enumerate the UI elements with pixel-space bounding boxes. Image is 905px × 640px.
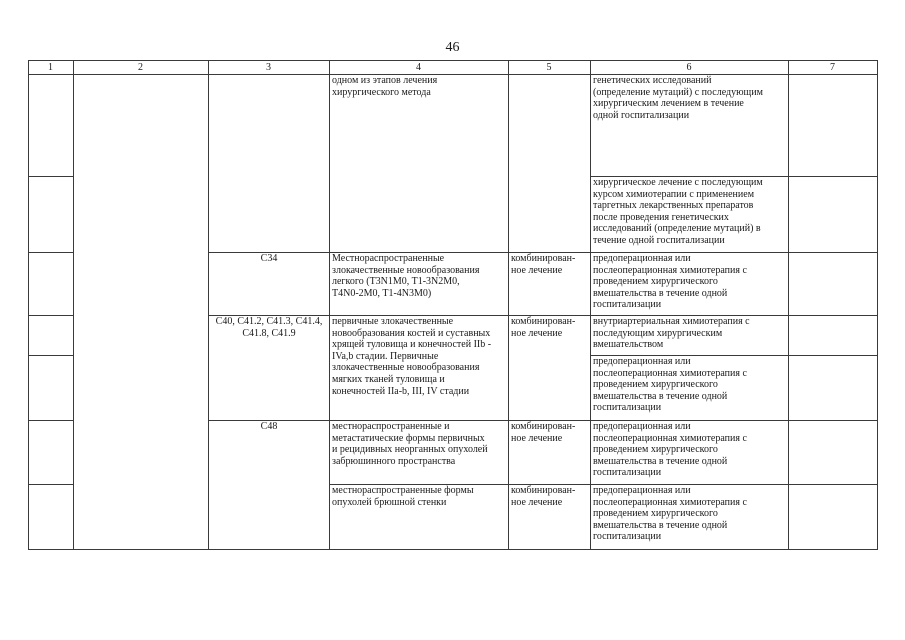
cell-line: госпитализации (593, 467, 662, 479)
cell-line: забрюшинного пространства (332, 455, 456, 467)
cell-line: госпитализации (593, 402, 662, 414)
cell-line: конечностей IIa-b, III, IV стадии (332, 385, 470, 397)
treatment-method-cell (593, 177, 786, 247)
table-column-border (208, 60, 209, 550)
cell-line: вмешательства в течение одной (593, 455, 728, 467)
table-column-border (590, 60, 591, 550)
table-column-border (508, 60, 509, 550)
table-column-border (788, 60, 789, 550)
cell-line: вмешательства в течение одной (593, 287, 728, 299)
cell-line: мягких тканей туловища и (332, 373, 445, 385)
column-header-5: 5 (546, 62, 552, 73)
cell-line: ное лечение (511, 327, 563, 339)
treatment-method-cell (593, 253, 786, 311)
table-column-border (28, 60, 29, 550)
table-row-border (28, 420, 74, 421)
treatment-method-cell (593, 75, 786, 121)
cell-line: C41.8, C41.9 (242, 327, 296, 339)
diagnosis-cell (332, 75, 506, 98)
treatment-method-cell (593, 316, 786, 351)
diagnosis-cell (332, 253, 506, 299)
diagnosis-cell (332, 316, 506, 397)
treatment-type-cell (511, 316, 588, 339)
cell-line: злокачественные новообразования (332, 264, 480, 276)
cell-line: предоперационная или (593, 485, 691, 496)
column-header-3: 3 (266, 62, 271, 73)
cell-line: проведением хирургического (593, 444, 718, 456)
column-header-6: 6 (686, 62, 692, 73)
cell-line: новообразования костей и суставных (332, 327, 491, 339)
table-row-border (28, 355, 74, 356)
diagnosis-cell (332, 421, 506, 467)
cell-line: и рецидивных неорганных опухолей (332, 444, 488, 456)
cell-line: внутриартериальная химиотерапия с (593, 316, 750, 327)
diagnosis-cell (332, 485, 506, 508)
table-row-border (28, 252, 74, 253)
table-row-border (28, 315, 74, 316)
cell-line: проведением хирургического (593, 508, 718, 520)
cell-line: госпитализации (593, 299, 662, 311)
cell-line: C48 (260, 421, 278, 432)
icd-code-cell (211, 253, 327, 265)
treatment-method-cell (593, 485, 786, 543)
cell-line: первичные злокачественные (332, 316, 454, 327)
cell-line: послеоперационная химиотерапия с (593, 432, 747, 444)
cell-line: (определение мутаций) с последующим (593, 86, 763, 98)
treatment-method-cell (593, 421, 786, 479)
icd-code-cell (211, 421, 327, 433)
cell-line: хирургическим лечением в течение (593, 98, 744, 110)
cell-line: вмешательства в течение одной (593, 519, 728, 531)
cell-line: Местнораспространенные (332, 253, 445, 264)
cell-line: ное лечение (511, 432, 563, 444)
cell-line: комбинирован- (511, 253, 576, 264)
cell-line: предоперационная или (593, 421, 691, 432)
cell-line: послеоперационная химиотерапия с (593, 264, 747, 276)
cell-line: курсом химиотерапии с применением (593, 188, 755, 200)
cell-line: течение одной госпитализации (593, 234, 725, 246)
cell-line: C34 (260, 253, 278, 264)
cell-line: одном из этапов лечения (332, 75, 438, 86)
table-column-border (73, 60, 74, 550)
cell-line: одной госпитализации (593, 109, 690, 121)
cell-line: вмешательства в течение одной (593, 390, 728, 402)
cell-line: исследований (определение мутаций) в (593, 223, 761, 235)
cell-line: ное лечение (511, 496, 563, 508)
table-row-border (28, 176, 74, 177)
cell-line: комбинирован- (511, 316, 576, 327)
cell-line: хирургического метода (332, 86, 431, 98)
table-column-border (329, 60, 330, 550)
column-header-1: 1 (48, 62, 53, 73)
cell-line: предоперационная или (593, 356, 691, 367)
cell-line: проведением хирургического (593, 379, 718, 391)
column-header-2: 2 (138, 62, 143, 73)
cell-line: хирургическое лечение с последующим (593, 177, 763, 188)
cell-line: комбинирован- (511, 485, 576, 496)
cell-line: предоперационная или (593, 253, 691, 264)
table-row-border (28, 484, 74, 485)
cell-line: T4N0-2M0, T1-4N3M0) (332, 287, 432, 299)
table-border-bottom (28, 549, 878, 550)
cell-line: послеоперационная химиотерапия с (593, 496, 747, 508)
cell-line: ное лечение (511, 264, 563, 276)
cell-line: злокачественные новообразования (332, 362, 480, 374)
cell-line: IVa,b стадии. Первичные (332, 350, 439, 362)
page-number: 46 (445, 40, 460, 55)
cell-line: таргетных лекарственных препаратов (593, 200, 754, 212)
cell-line: генетических исследований (593, 75, 712, 86)
cell-line: опухолей брюшной стенки (332, 496, 447, 508)
cell-line: после проведения генетических (593, 211, 729, 223)
cell-line: послеоперационная химиотерапия с (593, 367, 747, 379)
icd-code-cell (211, 316, 327, 339)
cell-line: C40, C41.2, C41.3, C41.4, (215, 316, 323, 327)
column-header-4: 4 (416, 62, 421, 73)
cell-line: местнораспространенные формы (332, 485, 474, 496)
cell-line: проведением хирургического (593, 276, 718, 288)
cell-line: последующим хирургическим (593, 327, 723, 339)
cell-line: метастатические формы первичных (332, 432, 485, 444)
cell-line: местнораспространенные и (332, 421, 450, 432)
cell-line: комбинирован- (511, 421, 576, 432)
treatment-type-cell (511, 253, 588, 276)
treatment-type-cell (511, 485, 588, 508)
cell-line: госпитализации (593, 531, 662, 543)
cell-line: вмешательством (593, 339, 664, 351)
cell-line: хрящей туловища и конечностей IIb - (332, 339, 492, 351)
treatment-type-cell (511, 421, 588, 444)
cell-line: легкого (T3N1M0, T1-3N2M0, (332, 276, 460, 288)
treatment-method-cell (593, 356, 786, 414)
column-header-7: 7 (830, 62, 835, 73)
table-column-border (877, 60, 878, 550)
